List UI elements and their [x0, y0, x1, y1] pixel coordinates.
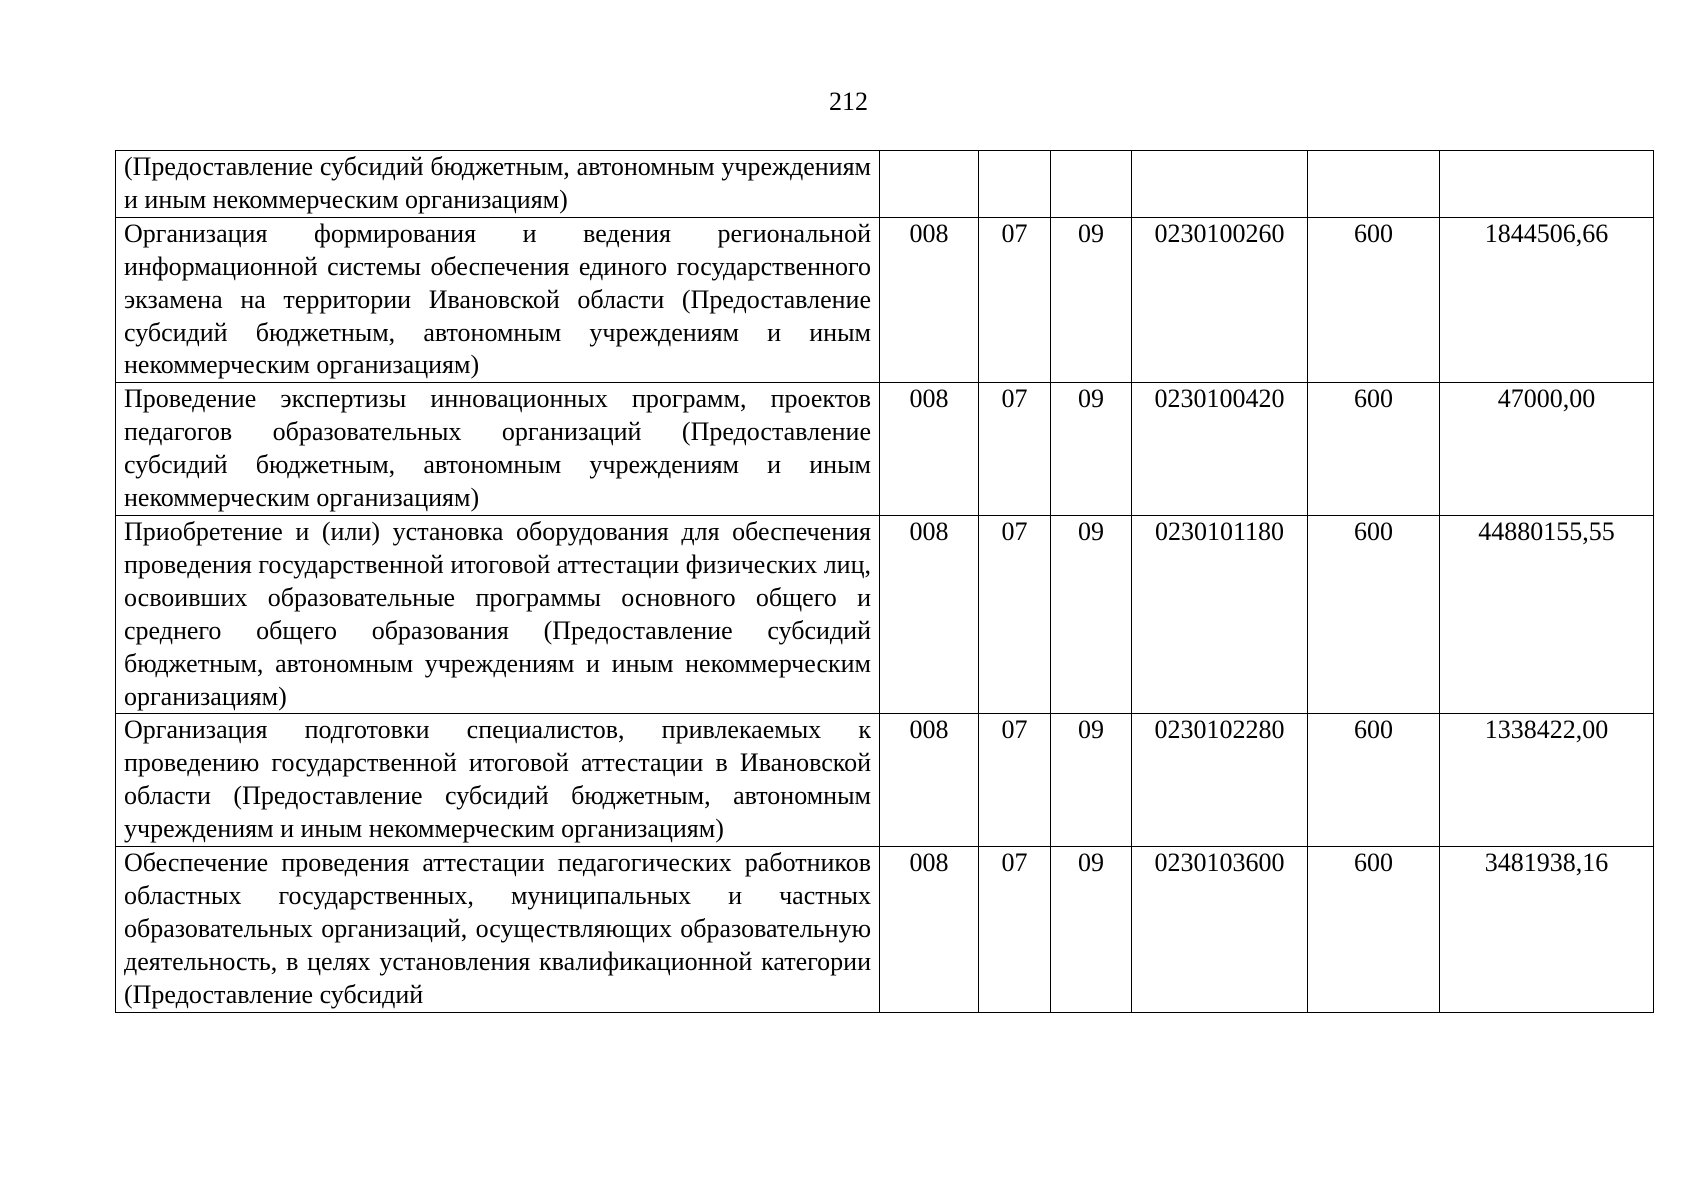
budget-table [115, 150, 1654, 1013]
amount: 47000,00 [1440, 383, 1654, 516]
row-description: Организация формирования и ведения региональной информационной системы обеспечения единого государственного экзамена на территории Ивановской области (Предоставление субсидий бюджетным, автономным учреждениям и иным некоммерческим организациям) [116, 217, 880, 383]
subsection-code: 09 [1051, 515, 1132, 713]
section-code [979, 151, 1051, 218]
subsection-code: 09 [1051, 383, 1132, 516]
table-row [116, 383, 1654, 516]
amount: 1844506,66 [1440, 217, 1654, 383]
subsection-code: 09 [1051, 847, 1132, 1013]
expense-type-code: 600 [1308, 847, 1440, 1013]
expense-type-code: 600 [1308, 383, 1440, 516]
amount: 1338422,00 [1440, 714, 1654, 847]
row-description: Проведение экспертизы инновационных программ, проектов педагогов образовательных организаций (Предоставление субсидий бюджетным, автономным учреждениям и иным некоммерческим организациям) [116, 383, 880, 516]
ministry-code: 008 [880, 383, 979, 516]
section-code: 07 [979, 217, 1051, 383]
ministry-code: 008 [880, 515, 979, 713]
target-article-code: 0230103600 [1132, 847, 1308, 1013]
section-code: 07 [979, 383, 1051, 516]
ministry-code: 008 [880, 217, 979, 383]
ministry-code [880, 151, 979, 218]
table-row [116, 515, 1654, 713]
section-code: 07 [979, 847, 1051, 1013]
row-description: Приобретение и (или) установка оборудования для обеспечения проведения государственной итоговой аттестации физических лиц, освоивших образовательные программы основного общего и среднего общего образования (Предоставление субсидий бюджетным, автономным учреждениям и иным некоммерческим организациям) [116, 515, 880, 713]
target-article-code [1132, 151, 1308, 218]
ministry-code: 008 [880, 847, 979, 1013]
table-row [116, 217, 1654, 383]
subsection-code: 09 [1051, 714, 1132, 847]
target-article-code: 0230100420 [1132, 383, 1308, 516]
expense-type-code: 600 [1308, 217, 1440, 383]
expense-type-code: 600 [1308, 515, 1440, 713]
table-row [116, 847, 1654, 1013]
section-code: 07 [979, 515, 1051, 713]
page-number: 212 [829, 87, 868, 116]
row-description: Организация подготовки специалистов, привлекаемых к проведению государственной итоговой аттестации в Ивановской области (Предоставление субсидий бюджетным, автономным учреждениям и иным некоммерческим организациям) [116, 714, 880, 847]
row-description: (Предоставление субсидий бюджетным, автономным учреждениям и иным некоммерческим организациям) [116, 151, 880, 218]
table-row [116, 151, 1654, 218]
ministry-code: 008 [880, 714, 979, 847]
table-row [116, 714, 1654, 847]
amount [1440, 151, 1654, 218]
expense-type-code: 600 [1308, 714, 1440, 847]
subsection-code [1051, 151, 1132, 218]
amount: 44880155,55 [1440, 515, 1654, 713]
subsection-code: 09 [1051, 217, 1132, 383]
target-article-code: 0230102280 [1132, 714, 1308, 847]
expense-type-code [1308, 151, 1440, 218]
row-description: Обеспечение проведения аттестации педагогических работников областных государственных, муниципальных и частных образовательных организаций, осуществляющих образовательную деятельность, в целях установления квалификационной категории (Предоставление субсидий [116, 847, 880, 1013]
target-article-code: 0230100260 [1132, 217, 1308, 383]
target-article-code: 0230101180 [1132, 515, 1308, 713]
section-code: 07 [979, 714, 1051, 847]
amount: 3481938,16 [1440, 847, 1654, 1013]
